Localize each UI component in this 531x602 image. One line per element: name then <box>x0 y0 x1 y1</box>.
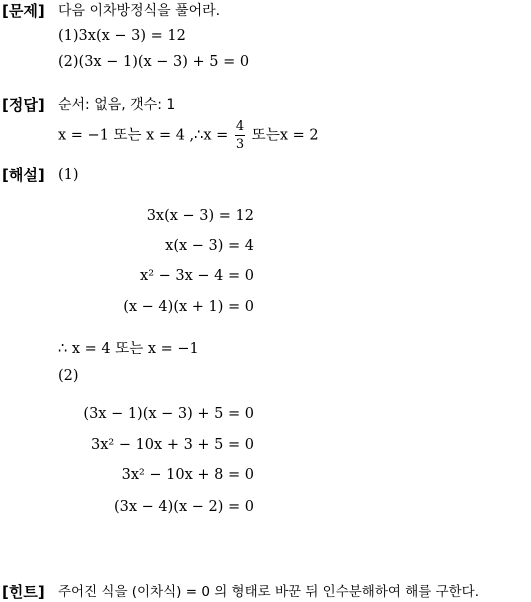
part1-label: (1) <box>58 167 79 183</box>
part2-label: (2) <box>58 368 79 384</box>
part2-step-1: (3x − 1)(x − 3) + 5 = 0 <box>83 406 254 422</box>
problem-item-1: (1)3x(x − 3) = 12 <box>58 28 186 44</box>
problem-item-2: (2)(3x − 1)(x − 3) + 5 = 0 <box>58 54 250 70</box>
part1-step-3: x² − 3x − 4 = 0 <box>140 268 254 284</box>
part2-step-3: 3x² − 10x + 8 = 0 <box>121 467 254 483</box>
fraction-denominator: 3 <box>235 137 245 152</box>
explanation-label: [해설] <box>2 166 45 184</box>
fraction-numerator: 4 <box>235 119 245 134</box>
part1-step-4: (x − 4)(x + 1) = 0 <box>123 299 254 315</box>
answer-line-2-after: 또는x = 2 <box>247 127 319 144</box>
part1-step-2: x(x − 3) = 4 <box>165 238 254 254</box>
answer-line-2-before: x = −1 또는 x = 4 ,∴x = <box>58 127 233 144</box>
answer-line-1: 순서: 없음, 갯수: 1 <box>58 97 176 113</box>
answer-fraction <box>235 120 245 151</box>
part1-step-1: 3x(x − 3) = 12 <box>146 208 254 224</box>
answer-label: [정답] <box>2 96 45 114</box>
part1-conclusion: ∴ x = 4 또는 x = −1 <box>58 341 199 357</box>
hint-label: [힌트] <box>2 583 45 601</box>
answer-line-2 <box>58 120 319 151</box>
part2-step-4: (3x − 4)(x − 2) = 0 <box>114 499 254 515</box>
hint-text: 주어진 식을 (이차식) = 0 의 형태로 바꾼 뒤 인수분해하여 해를 구한다. <box>58 584 479 600</box>
problem-instruction: 다음 이차방정식을 풀어라. <box>58 3 221 19</box>
problem-label: [문제] <box>2 2 45 20</box>
part2-step-2: 3x² − 10x + 3 + 5 = 0 <box>91 437 254 453</box>
